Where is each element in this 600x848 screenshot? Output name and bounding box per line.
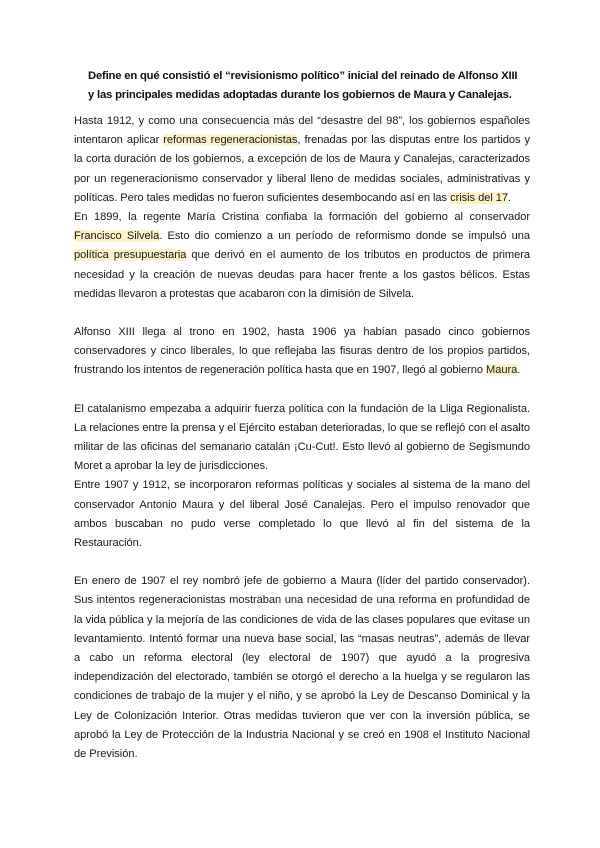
paragraph-4: El catalanismo empezaba a adquirir fuerza política con la fundación de la Lliga Regionalista. La relaciones entre la prensa y el Ejército estaban deterioradas, lo que se reflejó con el asalto militar de las oficinas del semanario catalán ¡Cu-Cut!. Esto llevó al gobierno de Segismundo Moret a aprobar la ley de jurisdicciones. (74, 402, 530, 473)
paragraph-1 (74, 112, 530, 208)
paragraph-3 (74, 323, 530, 381)
highlight-francisco-silvela: Francisco Silvela (74, 230, 160, 243)
document-title (88, 67, 528, 105)
paragraph-2 (74, 208, 530, 304)
paragraph-3-text-b: . (517, 364, 521, 377)
paragraph-spacer (74, 381, 530, 400)
title-line-1: Define en qué consistió el “revisionismo político” inicial del reinado de Alfonso XIII (88, 70, 518, 82)
paragraph-1-text-c: . (508, 191, 512, 204)
paragraph-spacer (74, 553, 530, 572)
paragraph-2-text-b: . Esto dio comienzo a un período de reformismo donde se impulsó una (159, 230, 531, 243)
paragraph-spacer (74, 304, 530, 323)
title-line-2: y las principales medidas adoptadas durante los gobiernos de Maura y Canalejas. (88, 89, 512, 101)
highlight-politica-presupuestaria: política presupuestaria (74, 249, 187, 262)
document-body (74, 112, 530, 764)
paragraph-5: Entre 1907 y 1912, se incorporaron reformas políticas y sociales al sistema de la mano del conservador Antonio Maura y del liberal José Canalejas. Pero el impulso renovador que ambos buscaban no pudo verse completado lo que llevó al fin del sistema de la Restauración. (74, 479, 530, 550)
paragraph-1-text-a: Hasta 1912, y como una consecuencia más del “desastre del 98”, los gobiernos españoles intentaron aplicar (74, 115, 530, 147)
paragraph-6: En enero de 1907 el rey nombró jefe de gobierno a Maura (líder del partido conservador). Sus intentos regeneracionistas mostraban una necesidad de una reforma en profundidad de la vida pública y la mejoría de las condiciones de vida de las clases populares que evitase un levantamiento. Intentó formar una nueva base social, las “masas neutras”, además de llevar a cabo un reforma electoral (ley electoral de 1907) que ayudó a la progresiva independización del electorado, también se otorgó el derecho a la huelga y se regularon las condiciones de trabajo de la mujer y el niño, y se aprobó la Ley de Descanso Dominical y la Ley de Colonización Interior. Otras medidas tuvieron que ver con la inversión pública, se aprobó la Ley de Protección de la Industria Nacional y se creó en 1908 el Instituto Nacional de Previsión. (74, 575, 530, 761)
highlight-maura: Maura (486, 364, 518, 377)
paragraph-1-text-b: , frenadas por las disputas entre los partidos y la corta duración de los gobiernos, a excepción de los de Maura y Canalejas, caracterizados por un regeneracionismo conservador y liberal lleno de medidas sociales, administrativas y políticas. Pero tales medidas no fueron suficientes desembocando así en las (74, 134, 531, 204)
paragraph-2-text-c: que derivó en el aumento de los tributos en productos de primera necesidad y la creación de nuevas deudas para hacer frente a los gastos bélicos. Estas medidas llevaron a protestas que acabaron con la dimisión de Silvela. (74, 249, 530, 300)
paragraph-2-text-a: En 1899, la regente María Cristina confiaba la formación del gobierno al conservador (74, 211, 530, 224)
highlight-crisis-del-17: crisis del 17 (450, 191, 509, 204)
highlight-reformas-regeneracionistas: reformas regeneracionistas (163, 134, 298, 147)
paragraph-3-text-a: Alfonso XIII llega al trono en 1902, hasta 1906 ya habían pasado cinco gobiernos conservadores y cinco liberales, lo que reflejaba las fisuras dentro de los propios partidos, frustrando los intentos de regeneración política hasta que en 1907, llegó al gobierno (74, 326, 530, 377)
